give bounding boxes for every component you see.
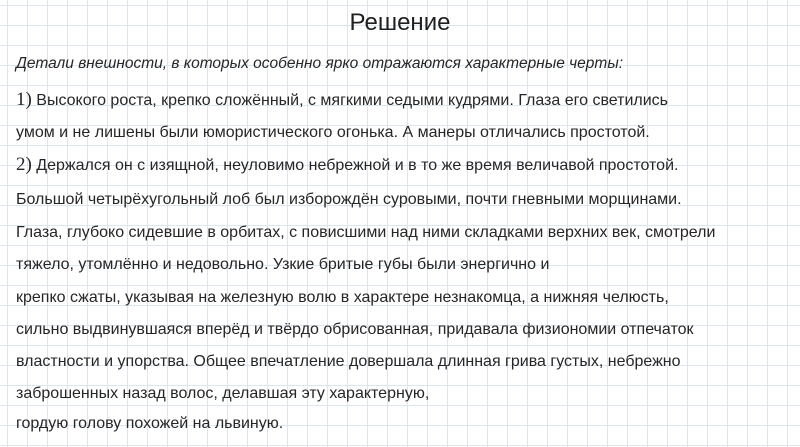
intro-text: Детали внешности, в которых особенно ярко отражаются характерные черты: bbox=[16, 55, 624, 72]
page-title: Решение bbox=[349, 9, 451, 36]
text-line bbox=[16, 253, 549, 276]
line-text: тяжело, утомлённо и недовольно. Узкие бритые губы были энергично и bbox=[16, 256, 550, 273]
line-text: Держался он с изящной, неуловимо небрежной и в то же время величавой простотой. bbox=[31, 157, 679, 174]
text-line bbox=[16, 382, 429, 405]
line-text: гордую голову похожей на львиную. bbox=[16, 415, 284, 432]
line-text: Большой четырёхугольный лоб был изборождён суровыми, почти гневными морщинами. bbox=[16, 191, 682, 208]
text-line bbox=[16, 318, 693, 341]
text-line bbox=[16, 350, 681, 373]
line-text: заброшенных назад волос, делавшая эту характерную, bbox=[16, 385, 430, 402]
line-text: крепко сжаты, указывая на железную волю в характере незнакомца, а нижняя челюсть, bbox=[16, 289, 669, 306]
text-line bbox=[16, 286, 669, 309]
text-line bbox=[16, 154, 678, 177]
line-text: Глаза, глубоко сидевшие в орбитах, с повисшими над ними складками верхних век, смотрели bbox=[16, 224, 716, 241]
line-text: Высокого роста, крепко сложённый, с мягкими седыми кудрями. Глаза его светились bbox=[31, 92, 668, 109]
line-text: сильно выдвинувшаяся вперёд и твёрдо обрисованная, придавала физиономии отпечаток bbox=[16, 321, 694, 338]
item-number: 1) bbox=[16, 89, 32, 110]
item-number: 2) bbox=[16, 154, 32, 175]
text-line bbox=[16, 221, 715, 244]
line-text: умом и не лишены были юмористического огонька. А манеры отличались простотой. bbox=[16, 124, 650, 141]
line-text: властности и упорства. Общее впечатление довершала длинная грива густых, небрежно bbox=[16, 353, 681, 370]
text-line bbox=[16, 121, 650, 144]
text-line bbox=[16, 89, 668, 112]
text-line bbox=[16, 412, 283, 435]
text-line bbox=[16, 188, 682, 211]
